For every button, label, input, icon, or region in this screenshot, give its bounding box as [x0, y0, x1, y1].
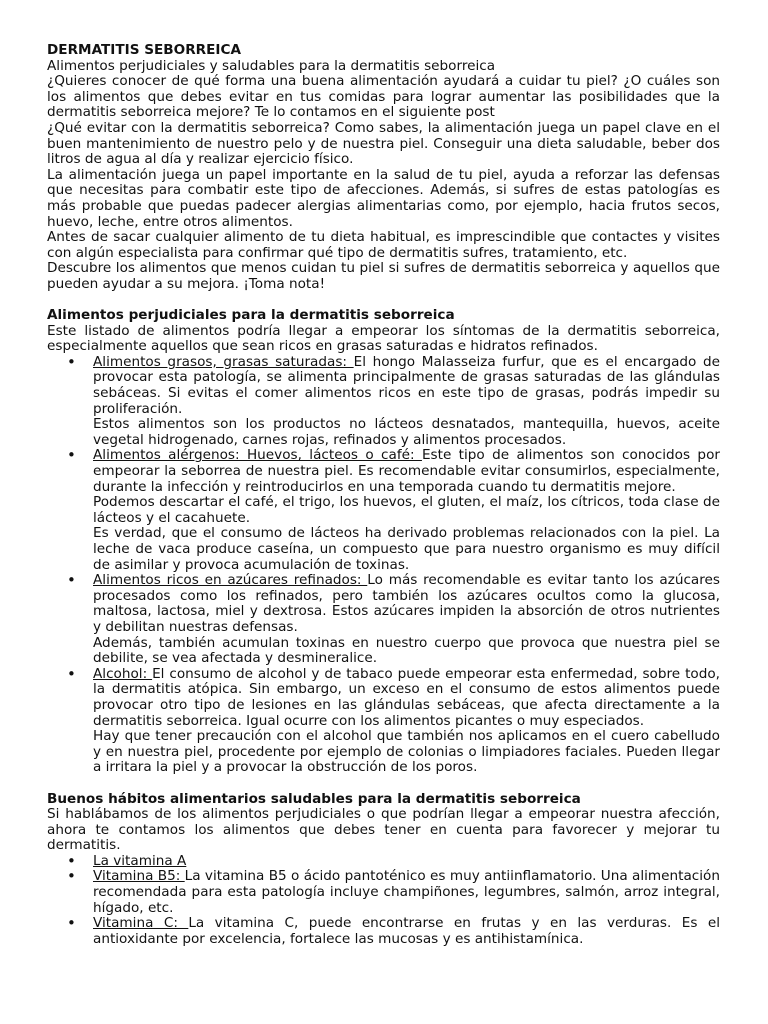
list-item-extra: Es verdad, que el consumo de lácteos ha derivado problemas relacionados con la piel. La leche de vaca produce caseína, un compuesto que para nuestro organismo es muy difícil de asimilar y provoca acumulación de toxinas.	[93, 525, 720, 573]
section-heading-harmful-foods: Alimentos perjudiciales para la dermatitis seborreica	[47, 307, 455, 324]
intro-paragraph: ¿Qué evitar con la dermatitis seborreica? Como sabes, la alimentación juega un papel clave en el buen mantenimiento de nuestro pelo y de nuestra piel. Conseguir una dieta saludable, beber dos litros de agua al día y realizar ejercicio físico.	[47, 119, 720, 168]
list-item-extra: Hay que tener precaución con el alcohol que también nos aplicamos en el cuero cabelludo y en nuestra piel, procedente por ejemplo de colonias o limpiadores faciales. Pueden llegar a irritara la piel y a provocar la obstrucción de los poros.	[93, 728, 720, 776]
list-item	[93, 667, 720, 776]
list-item	[93, 355, 720, 449]
list-item-extra: Estos alimentos son los productos no lácteos desnatados, mantequilla, huevos, aceite vegetal hidrogenado, carnes rojas, refinados y alimentos procesados.	[93, 416, 720, 448]
list-item-text: Lo más recomendable es evitar tanto los azúcares procesados como los refinados, pero también los azúcares ocultos como la glucosa, maltosa, lactosa, miel y dextrosa. Estos azúcares impiden la absorción de otros nutrientes y debilitan nuestras defensas.	[93, 572, 720, 635]
list-item-text: Este tipo de alimentos son conocidos por empeorar la seborrea de nuestra piel. Es recomendable evitar consumirlos, especialmente, durante la infección y reintroducirlos en una temporada cuando tu dermatitis mejore.	[93, 447, 720, 495]
intro-subtitle: Alimentos perjudiciales y saludables para la dermatitis seborreica	[47, 57, 496, 74]
list-item-term: Alimentos alérgenos: Huevos, lácteos o café:	[93, 447, 422, 464]
list-item-term: La vitamina A	[93, 852, 187, 869]
intro-paragraph: La alimentación juega un papel importante en la salud de tu piel, ayuda a reforzar las defensas que necesitas para combatir este tipo de afecciones. Además, si sufres de estas patologías es más probable que puedas padecer alergias alimentarias como, por ejemplo, hacia frutos secos, huevo, leche, entre otros alimentos.	[47, 166, 720, 230]
list-item	[93, 854, 720, 870]
list-item-term: Alimentos ricos en azúcares refinados:	[93, 572, 368, 589]
list-item-extra: Podemos descartar el café, el trigo, los huevos, el gluten, el maíz, los cítricos, toda clase de lácteos y el cacahuete.	[93, 494, 720, 526]
healthy-foods-list	[47, 854, 720, 948]
intro-paragraph: ¿Quieres conocer de qué forma una buena alimentación ayudará a cuidar tu piel? ¿O cuáles son los alimentos que debes evitar en tus comidas para lograr aumentar las posibilidades que la dermatitis seborreica mejore? Te lo contamos en el siguiente post	[47, 73, 720, 121]
list-item-term: Vitamina B5:	[93, 868, 185, 885]
intro-paragraph: Descubre los alimentos que menos cuidan tu piel si sufres de dermatitis seborreica y aquellos que pueden ayudar a su mejora. ¡Toma nota!	[47, 260, 720, 292]
section-heading-healthy-habits: Buenos hábitos alimentarios saludables para la dermatitis seborreica	[47, 790, 581, 807]
list-item-text: El hongo Malasseiza furfur, que es el encargado de provocar esta patología, se alimenta principalmente de grasas saturadas de las glándulas sebáceas. Si evitas el comer alimentos ricos en este tipo de grasas, podrás impedir su proliferación.	[93, 353, 720, 417]
document-title: DERMATITIS SEBORREICA	[47, 42, 241, 58]
list-item-term: Alcohol:	[93, 665, 153, 682]
list-item	[93, 448, 720, 573]
list-item-term: Vitamina C:	[93, 915, 189, 932]
list-item	[93, 869, 720, 916]
list-item-term: Alimentos grasos, grasas saturadas:	[93, 353, 354, 370]
list-item-text: La vitamina C, puede encontrarse en frutas y en las verduras. Es el antioxidante por excelencia, fortalece las mucosas y es antihistamínica.	[93, 915, 720, 947]
list-item-extra: Además, también acumulan toxinas en nuestro cuerpo que provoca que nuestra piel se debilite, se vea afectada y desmineralice.	[93, 634, 720, 667]
document-page	[47, 43, 720, 947]
section-intro: Este listado de alimentos podría llegar a empeorar los síntomas de la dermatitis seborreica, especialmente aquellos que sean ricos en grasas saturadas e hidratos refinados.	[47, 322, 720, 355]
list-item	[93, 916, 720, 947]
intro-paragraph: Antes de sacar cualquier alimento de tu dieta habitual, es imprescindible que contactes y visites con algún especialista para confirmar qué tipo de dermatitis sufres, tratamiento, etc.	[47, 229, 720, 261]
list-item-text: La vitamina B5 o ácido pantoténico es muy antiinflamatorio. Una alimentación recomendada para esta patología incluye champiñones, legumbres, salmón, arroz integral, hígado, etc.	[93, 868, 720, 916]
list-item-text: El consumo de alcohol y de tabaco puede empeorar esta enfermedad, sobre todo, la dermatitis atópica. Sin embargo, un exceso en el consumo de estos alimentos puede provocar otro tipo de lesiones en las glándulas sebáceas, que afecta directamente a la dermatitis seborreica. Igual ocurre con los alimentos picantes o muy especiados.	[93, 665, 720, 729]
harmful-foods-list	[47, 355, 720, 776]
section-intro: Si hablábamos de los alimentos perjudiciales o que podrían llegar a empeorar nuestra afección, ahora te contamos los alimentos que debes tener en cuenta para favorecer y mejorar tu dermatitis.	[47, 806, 720, 854]
list-item	[93, 573, 720, 667]
